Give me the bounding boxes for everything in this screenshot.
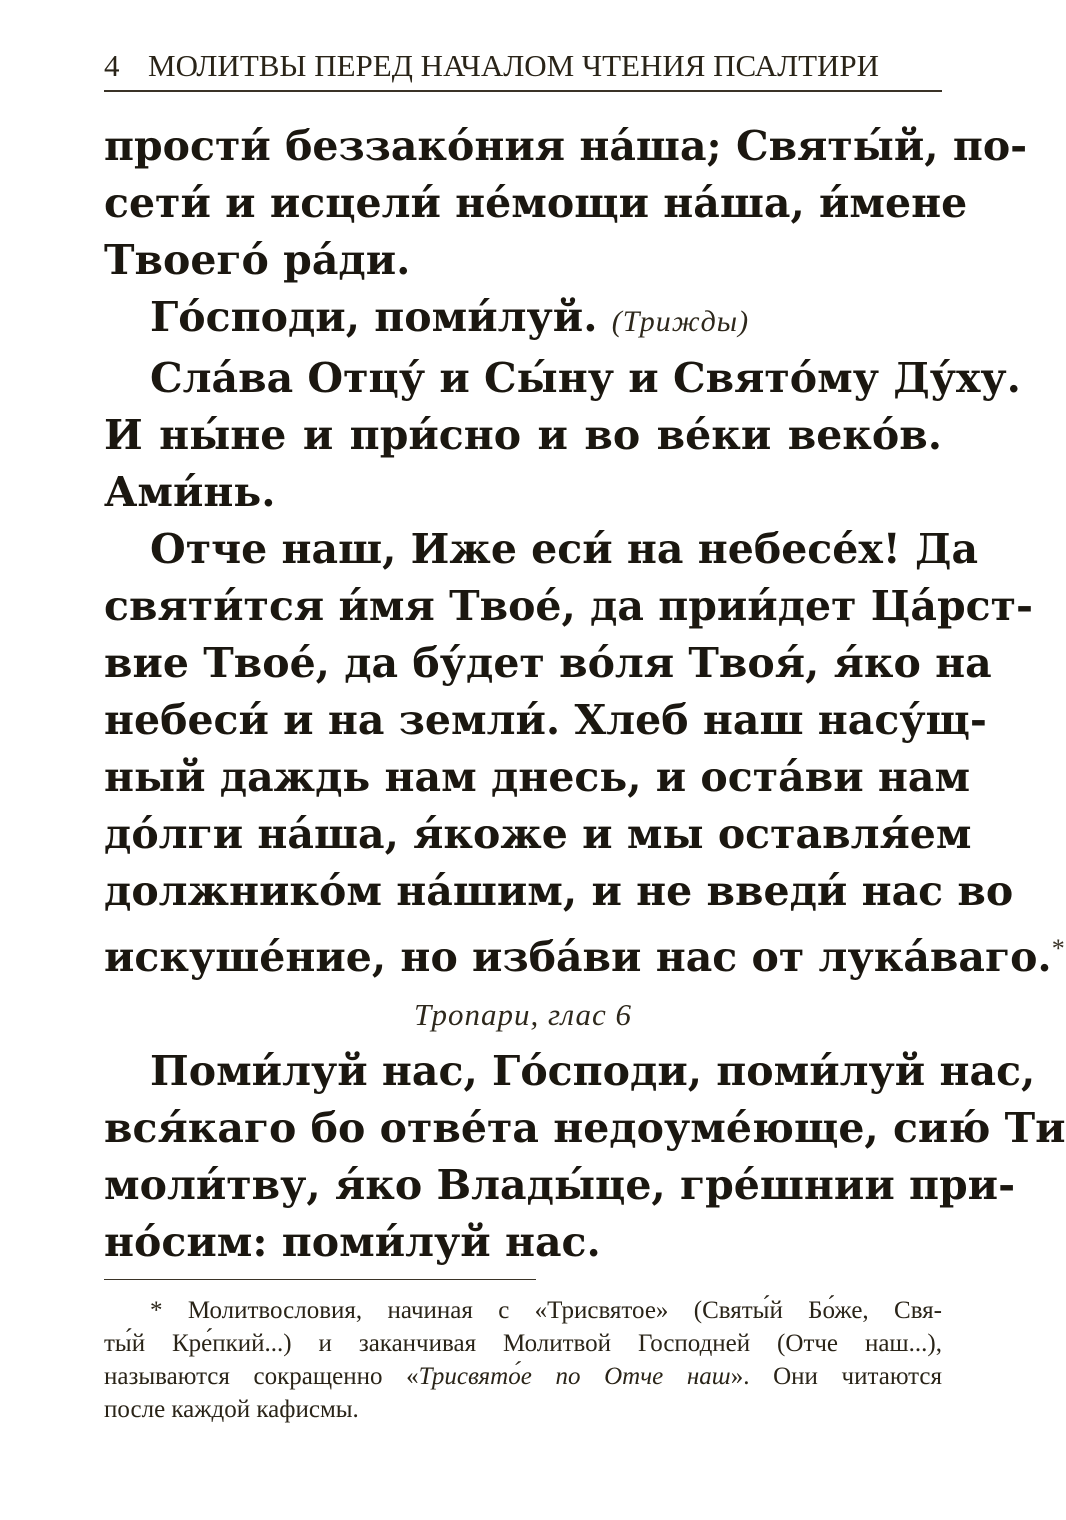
footnote-segment: ». Они читаются [730,1363,943,1390]
text-line: ный даждь нам днесь, и оста́ви нам [104,753,971,801]
text-line: сети́ и исцели́ не́мощи на́ша, и́мене [104,179,968,227]
footnote-segment: называются сокращенно « [104,1363,419,1390]
text-line: прости́ беззако́ния на́ша; Святы́й, по- [104,122,1028,170]
footnote-line: после каждой кафисмы. [104,1396,359,1423]
rubric-thrice: (Трижды) [611,305,750,338]
prayer-text: Го́споди, поми́луй. [150,293,598,341]
text-line: святи́тся и́мя Твое́, да прии́дет Ца́рст- [104,582,1034,630]
text-line: должнико́м на́шим, и не введи́ нас во [104,867,1014,915]
text-line: до́лги на́ша, я́коже и мы оставля́ем [104,810,972,858]
footnote-line: ты́й Кре́пкий...) и заканчивая Молитвой Господней (Отче наш...), [104,1330,942,1357]
text-line: Ами́нь. [104,468,276,516]
text-segment: искуше́ние, но изба́ви нас от лука́ваго. [104,933,1052,981]
footnote-line: * Молитвословия, начиная с «Трисвятое» (Святы́й Бо́же, Свя- [150,1297,942,1324]
prayer-line [104,289,942,350]
footnote-italic-term: Трисвято́е по Отче наш [418,1363,731,1390]
text-line: небеси́ и на земли́. Хлеб наш насу́щ- [104,696,987,744]
running-header [104,48,942,92]
text-line: Отче наш, Иже еси́ на небесе́х! Да [150,525,979,573]
text-line: Сла́ва Отцу́ и Сы́ну и Свято́му Ду́ху. [150,354,1021,402]
page-number: 4 [104,48,120,83]
footnote [104,1294,942,1426]
text-line: И ны́не и при́сно и во ве́ки веко́в. [104,411,942,459]
section-heading: Тропари, глас 6 [413,997,633,1032]
main-text [104,118,1066,1271]
text-line [104,920,1065,986]
footnote-line [104,1360,942,1393]
text-line: вие Твое́, да бу́дет во́ля Твоя́, я́ко на [104,639,992,687]
footnote-mark[interactable]: * [1051,934,1065,963]
running-title: МОЛИТВЫ ПЕРЕД НАЧАЛОМ ЧТЕНИЯ ПСАЛТИРИ [148,48,880,83]
text-line: Твоего́ ра́ди. [104,236,411,284]
footnote-divider [104,1279,536,1280]
text-line: Поми́луй нас, Го́споди, поми́луй нас, [150,1047,1036,1095]
text-line: вся́каго бо отве́та недоуме́юще, сию́ Ти [104,1104,1066,1152]
text-line: но́сим: поми́луй нас. [104,1218,601,1266]
text-line: моли́тву, я́ко Влады́це, гре́шнии при- [104,1161,1016,1209]
